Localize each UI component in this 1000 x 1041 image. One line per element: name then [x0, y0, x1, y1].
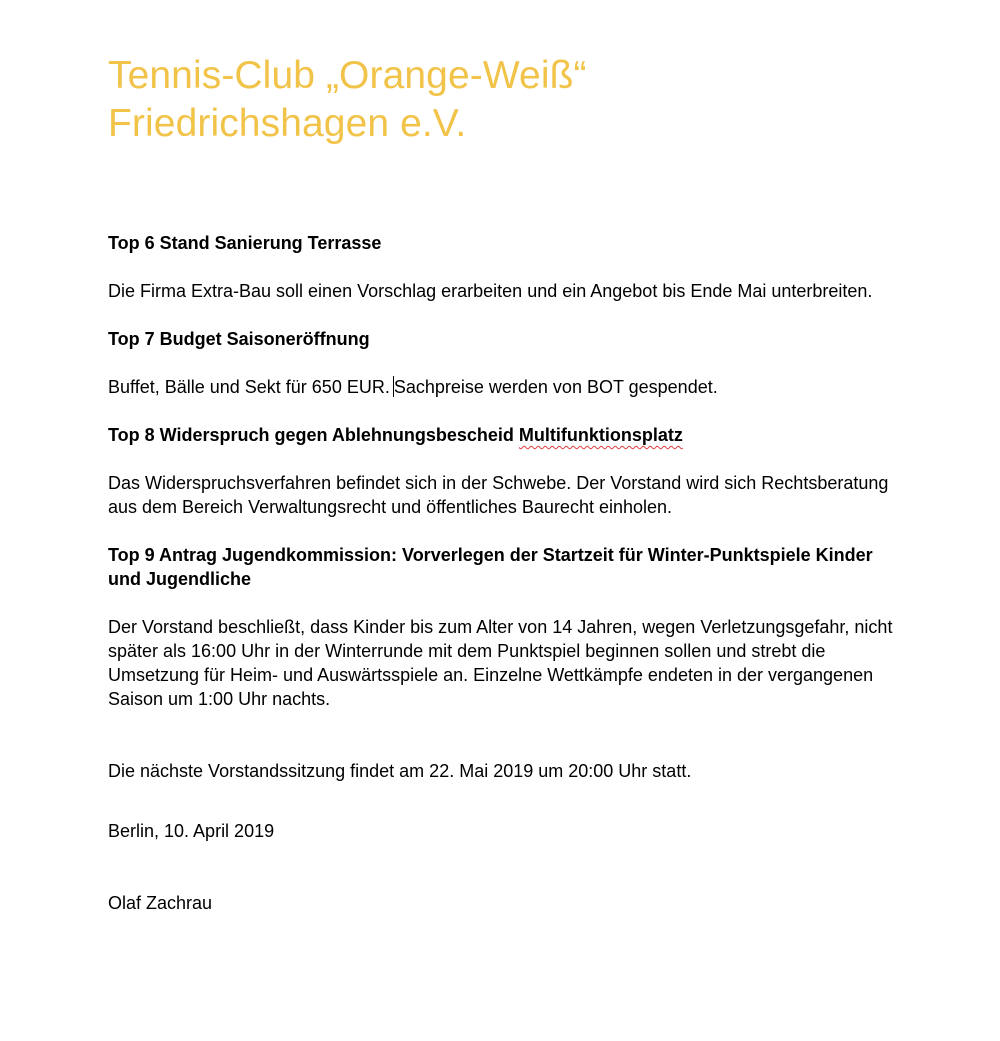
next-meeting-note: Die nächste Vorstandssitzung findet am 22. Mai 2019 um 20:00 Uhr statt. — [108, 761, 692, 781]
section-text-top-9: Der Vorstand beschließt, dass Kinder bis zum Alter von 14 Jahren, wegen Verletzungsgefahr, nicht später als 16:00 Uhr in der Winterrunde mit dem Punktspiel beginnen sollen und strebt die Umsetzung für Heim- und Auswärtsspiele an. Einzelne Wettkämpfe endeten in der vergangenen Saison um 1:00 Uhr nachts. — [108, 617, 893, 709]
section-heading-top-8-text: Top 8 Widerspruch gegen Ablehnungsbescheid — [108, 425, 519, 445]
club-title-line-1: Tennis-Club „Orange-Weiß“ — [108, 54, 587, 97]
section-heading-top-8 — [108, 423, 908, 447]
signature-name: Olaf Zachrau — [108, 893, 213, 913]
club-title — [108, 52, 908, 148]
section-text-top-7[interactable] — [108, 375, 908, 399]
section-heading-top-6: Top 6 Stand Sanierung Terrasse — [108, 233, 382, 253]
document-page[interactable] — [108, 52, 908, 915]
section-text-top-7-part-1: Buffet, Bälle und Sekt für 650 EUR. — [108, 377, 390, 397]
section-text-top-7-part-2: Sachpreise werden von BOT gespendet. — [393, 377, 718, 397]
place-and-date: Berlin, 10. April 2019 — [108, 821, 275, 841]
section-text-top-6: Die Firma Extra-Bau soll einen Vorschlag erarbeiten und ein Angebot bis Ende Mai unterbreiten. — [108, 281, 873, 301]
section-heading-top-9: Top 9 Antrag Jugendkommission: Vorverlegen der Startzeit für Winter-Punktspiele Kinder und Jugendliche — [108, 545, 873, 589]
section-text-top-8: Das Widerspruchsverfahren befindet sich in der Schwebe. Der Vorstand wird sich Rechtsberatung aus dem Bereich Verwaltungsrecht und öffentliches Baurecht einholen. — [108, 473, 889, 517]
section-heading-top-7: Top 7 Budget Saisoneröffnung — [108, 329, 370, 349]
spellcheck-flagged-word[interactable]: Multifunktionsplatz — [518, 425, 683, 445]
club-title-line-2: Friedrichshagen e.V. — [108, 102, 467, 145]
